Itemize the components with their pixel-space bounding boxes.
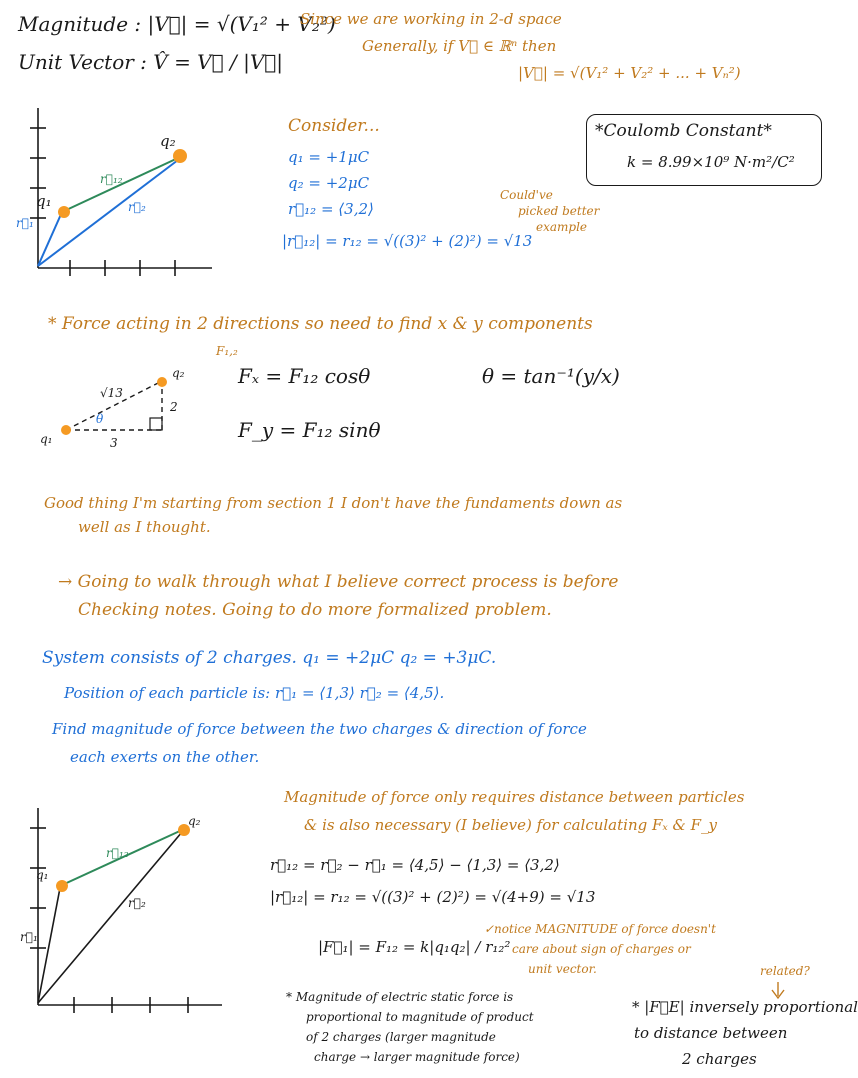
diagram2-r12-label: r⃗₁₂ [106,846,129,860]
problem-line-4: each exerts on the other. [70,748,260,766]
triangle-q1-label: q₁ [40,432,53,446]
magnitude-definition: Magnitude : |V⃗| = √(V₁² + V₂²) [18,12,336,36]
plan-line-2: Checking notes. Going to do more formalized problem. [78,600,552,620]
theta-equation: θ = tan⁻¹(y/x) [482,364,620,388]
solution-note-1: Magnitude of force only requires distance between particles [284,788,745,806]
prop-line-1: * Magnitude of electric static force is [286,990,514,1004]
reflection-line-1: Good thing I'm starting from section 1 I don't have the fundaments down as [44,494,623,512]
diagram1-r2-label: r⃗₂ [128,200,146,214]
force-heading: * Force acting in 2 directions so need to find x & y components [48,314,593,334]
inverse-line-2: to distance between [634,1024,788,1042]
diagram1-q1-label: q₁ [36,192,52,210]
triangle-hypotenuse: √13 [100,386,123,400]
notice-line-1: ✓notice MAGNITUDE of force doesn't [484,922,716,936]
f12-label: F₁,₂ [216,344,238,358]
diagram1-q2-label: q₂ [160,132,176,150]
coulomb-value: k = 8.99×10⁹ N·m²/C² [627,153,795,171]
triangle-q2-label: q₂ [172,366,185,380]
prop-line-2: proportional to magnitude of product [306,1010,534,1024]
reflection-line-2: well as I thought. [78,518,211,536]
consider-note-2: picked better [518,204,600,218]
aside-general-magnitude: |V⃗| = √(V₁² + V₂² + ... + Vₙ²) [518,64,741,82]
solution-note-2: & is also necessary (I believe) for calculating Fₓ & F_y [304,816,717,834]
problem-line-2: Position of each particle is: r⃗₁ = ⟨1,3⟩ r⃗₂ = ⟨4,5⟩. [64,684,445,702]
aside-2d-space: Since we are working in 2-d space [300,10,562,28]
diagram1-r1-label: r⃗₁ [16,216,34,230]
prop-line-3: of 2 charges (larger magnitude [306,1030,496,1044]
coulomb-title: *Coulomb Constant* [595,121,772,141]
consider-note-1: Could've [500,188,553,202]
diagram2-q2-label: q₂ [188,814,201,828]
consider-q2: q₂ = +2μC [288,174,370,192]
consider-r12: r⃗₁₂ = ⟨3,2⟩ [288,200,374,218]
problem-line-3: Find magnitude of force between the two charges & direction of force [52,720,587,738]
consider-note-3: example [536,220,588,234]
notice-line-2: care about sign of charges or [512,942,691,956]
problem-line-1: System consists of 2 charges. q₁ = +2μC q₂ = +3μC. [42,648,497,668]
diagram2-q1-label: q₁ [36,868,49,882]
unit-vector-definition: Unit Vector : V̂ = V⃗ / |V⃗| [18,50,283,74]
aside-generally: Generally, if V⃗ ∈ ℝⁿ then [362,37,557,55]
consider-title: Consider... [288,116,380,136]
inverse-line-1: * |F⃗E| inversely proportional [632,998,858,1016]
solution-eq-r12: r⃗₁₂ = r⃗₂ − r⃗₁ = ⟨4,5⟩ − ⟨1,3⟩ = ⟨3,2⟩ [270,856,560,874]
related-note: related? [760,964,810,978]
consider-q1: q₁ = +1μC [288,148,370,166]
solution-eq-magnitude: |r⃗₁₂| = r₁₂ = √((3)² + (2)²) = √(4+9) = √13 [270,888,596,906]
solution-eq-force: |F⃗₁| = F₁₂ = k|q₁q₂| / r₁₂² [318,938,511,956]
diagram2-r1-label: r⃗₁ [20,930,38,944]
diagram2-r2-label: r⃗₂ [128,896,146,910]
fy-equation: F_y = F₁₂ sinθ [238,418,381,442]
triangle-theta: θ [96,412,104,426]
prop-line-4: charge → larger magnitude force) [314,1050,520,1064]
diagram1-r12-label: r⃗₁₂ [100,172,123,186]
consider-magnitude: |r⃗₁₂| = r₁₂ = √((3)² + (2)²) = √13 [282,232,533,250]
inverse-line-3: 2 charges [682,1050,757,1068]
fx-equation: Fₓ = F₁₂ cosθ [238,364,371,388]
triangle-height: 2 [170,400,178,414]
triangle-base: 3 [110,436,118,450]
plan-line-1: → Going to walk through what I believe correct process is before [58,572,619,592]
notice-line-3: unit vector. [528,962,597,976]
